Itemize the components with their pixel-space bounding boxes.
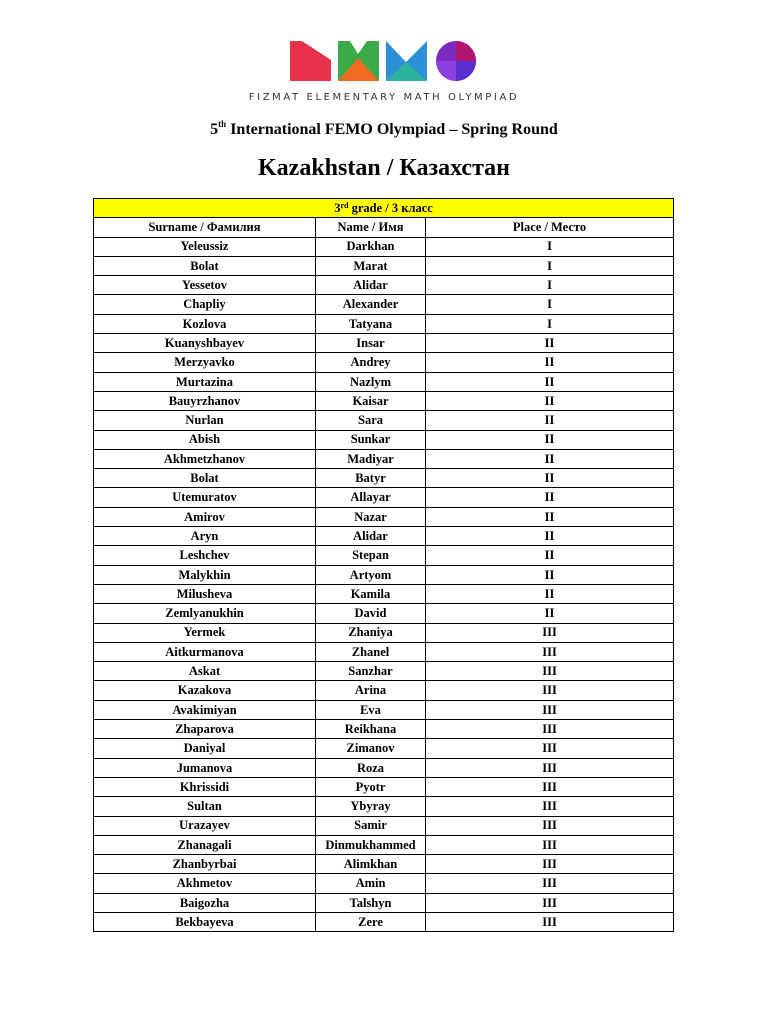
table-row xyxy=(94,739,674,758)
table-row xyxy=(94,237,674,256)
place-cell: II xyxy=(426,391,674,410)
name-cell: Darkhan xyxy=(316,237,426,256)
name-cell: Roza xyxy=(316,758,426,777)
name-cell: Marat xyxy=(316,256,426,275)
surname-cell: Askat xyxy=(94,662,316,681)
table-row xyxy=(94,353,674,372)
table-row xyxy=(94,662,674,681)
logo-tile-red xyxy=(290,41,331,81)
logo-tagline: FIZMAT ELEMENTARY MATH OLYMPIAD xyxy=(248,92,520,103)
surname-cell: Kazakova xyxy=(94,681,316,700)
place-cell: II xyxy=(426,334,674,353)
surname-cell: Bolat xyxy=(94,469,316,488)
subtitle-number: 5 xyxy=(210,121,219,138)
surname-cell: Akhmetov xyxy=(94,874,316,893)
table-row xyxy=(94,334,674,353)
table-row xyxy=(94,391,674,410)
name-cell: Sara xyxy=(316,411,426,430)
place-cell: II xyxy=(426,353,674,372)
name-cell: Samir xyxy=(316,816,426,835)
table-row xyxy=(94,604,674,623)
name-cell: Tatyana xyxy=(316,314,426,333)
name-cell: Sanzhar xyxy=(316,662,426,681)
place-cell: II xyxy=(426,372,674,391)
place-cell: III xyxy=(426,623,674,642)
name-cell: Nazar xyxy=(316,507,426,526)
place-cell: III xyxy=(426,797,674,816)
name-cell: David xyxy=(316,604,426,623)
place-cell: III xyxy=(426,720,674,739)
name-cell: Stepan xyxy=(316,546,426,565)
place-cell: II xyxy=(426,546,674,565)
name-cell: Talshyn xyxy=(316,893,426,912)
column-header-surname: Surname / Фамилия xyxy=(94,218,316,237)
page-title: Kazakhstan / Казахстан xyxy=(258,155,510,181)
table-row xyxy=(94,488,674,507)
surname-cell: Bauyrzhanov xyxy=(94,391,316,410)
name-cell: Ybyray xyxy=(316,797,426,816)
subtitle-text: International FEMO Olympiad – Spring Round xyxy=(226,121,558,138)
femo-logo xyxy=(288,40,480,82)
grade-text: grade / 3 класс xyxy=(348,200,433,215)
table-row xyxy=(94,816,674,835)
place-cell: II xyxy=(426,488,674,507)
surname-cell: Yermek xyxy=(94,623,316,642)
subtitle-ordinal: th xyxy=(218,119,227,129)
table-row xyxy=(94,893,674,912)
name-cell: Zere xyxy=(316,912,426,931)
surname-cell: Zhanagali xyxy=(94,835,316,854)
surname-cell: Malykhin xyxy=(94,565,316,584)
name-cell: Zhanel xyxy=(316,642,426,661)
name-cell: Artyom xyxy=(316,565,426,584)
surname-cell: Aryn xyxy=(94,527,316,546)
table-row xyxy=(94,469,674,488)
name-cell: Zhaniya xyxy=(316,623,426,642)
surname-cell: Avakimiyan xyxy=(94,700,316,719)
place-cell: II xyxy=(426,411,674,430)
place-cell: III xyxy=(426,758,674,777)
surname-cell: Khrissidi xyxy=(94,777,316,796)
table-row xyxy=(94,681,674,700)
column-header-row xyxy=(94,218,674,237)
surname-cell: Zhanbyrbai xyxy=(94,855,316,874)
surname-cell: Bekbayeva xyxy=(94,912,316,931)
table-row xyxy=(94,584,674,603)
surname-cell: Akhmetzhanov xyxy=(94,449,316,468)
place-cell: III xyxy=(426,739,674,758)
table-row xyxy=(94,546,674,565)
surname-cell: Aitkurmanova xyxy=(94,642,316,661)
name-cell: Allayar xyxy=(316,488,426,507)
table-row xyxy=(94,411,674,430)
place-cell: III xyxy=(426,681,674,700)
grade-ordinal: rd xyxy=(340,200,349,210)
table-row xyxy=(94,874,674,893)
grade-header xyxy=(94,199,674,218)
name-cell: Sunkar xyxy=(316,430,426,449)
logo-tile-blue xyxy=(386,41,427,81)
place-cell: III xyxy=(426,912,674,931)
results-table xyxy=(93,198,674,932)
table-row xyxy=(94,295,674,314)
place-cell: III xyxy=(426,835,674,854)
surname-cell: Merzyavko xyxy=(94,353,316,372)
place-cell: II xyxy=(426,449,674,468)
surname-cell: Kozlova xyxy=(94,314,316,333)
surname-cell: Milusheva xyxy=(94,584,316,603)
surname-cell: Amirov xyxy=(94,507,316,526)
name-cell: Arina xyxy=(316,681,426,700)
place-cell: I xyxy=(426,295,674,314)
table-row xyxy=(94,642,674,661)
table-row xyxy=(94,700,674,719)
surname-cell: Bolat xyxy=(94,256,316,275)
name-cell: Nazlym xyxy=(316,372,426,391)
grade-number: 3 xyxy=(334,200,341,215)
name-cell: Andrey xyxy=(316,353,426,372)
place-cell: III xyxy=(426,816,674,835)
place-cell: III xyxy=(426,777,674,796)
place-cell: I xyxy=(426,276,674,295)
surname-cell: Zemlyanukhin xyxy=(94,604,316,623)
table-row xyxy=(94,623,674,642)
surname-cell: Yessetov xyxy=(94,276,316,295)
name-cell: Eva xyxy=(316,700,426,719)
table-row xyxy=(94,758,674,777)
table-row xyxy=(94,507,674,526)
name-cell: Madiyar xyxy=(316,449,426,468)
name-cell: Dinmukhammed xyxy=(316,835,426,854)
logo-circle-purple xyxy=(436,41,476,81)
surname-cell: Murtazina xyxy=(94,372,316,391)
surname-cell: Baigozha xyxy=(94,893,316,912)
name-cell: Alidar xyxy=(316,276,426,295)
name-cell: Amin xyxy=(316,874,426,893)
place-cell: I xyxy=(426,256,674,275)
surname-cell: Sultan xyxy=(94,797,316,816)
table-row xyxy=(94,314,674,333)
name-cell: Batyr xyxy=(316,469,426,488)
place-cell: III xyxy=(426,662,674,681)
place-cell: III xyxy=(426,874,674,893)
place-cell: III xyxy=(426,642,674,661)
place-cell: II xyxy=(426,469,674,488)
place-cell: II xyxy=(426,565,674,584)
surname-cell: Abish xyxy=(94,430,316,449)
name-cell: Reikhana xyxy=(316,720,426,739)
name-cell: Alimkhan xyxy=(316,855,426,874)
table-row xyxy=(94,855,674,874)
grade-header-row xyxy=(94,199,674,218)
surname-cell: Chapliy xyxy=(94,295,316,314)
surname-cell: Kuanyshbayev xyxy=(94,334,316,353)
table-row xyxy=(94,720,674,739)
table-row xyxy=(94,797,674,816)
place-cell: III xyxy=(426,700,674,719)
column-header-place: Place / Место xyxy=(426,218,674,237)
table-row xyxy=(94,372,674,391)
place-cell: II xyxy=(426,430,674,449)
surname-cell: Urazayev xyxy=(94,816,316,835)
olympiad-subtitle xyxy=(0,119,768,139)
name-cell: Zimanov xyxy=(316,739,426,758)
column-header-name: Name / Имя xyxy=(316,218,426,237)
table-row xyxy=(94,835,674,854)
table-row xyxy=(94,527,674,546)
place-cell: II xyxy=(426,507,674,526)
surname-cell: Utemuratov xyxy=(94,488,316,507)
surname-cell: Nurlan xyxy=(94,411,316,430)
logo-tile-green-orange xyxy=(338,41,379,81)
name-cell: Pyotr xyxy=(316,777,426,796)
place-cell: II xyxy=(426,604,674,623)
name-cell: Alexander xyxy=(316,295,426,314)
surname-cell: Zhaparova xyxy=(94,720,316,739)
table-row xyxy=(94,276,674,295)
surname-cell: Leshchev xyxy=(94,546,316,565)
surname-cell: Yeleussiz xyxy=(94,237,316,256)
table-row xyxy=(94,912,674,931)
table-row xyxy=(94,430,674,449)
place-cell: III xyxy=(426,855,674,874)
table-row xyxy=(94,256,674,275)
place-cell: II xyxy=(426,527,674,546)
place-cell: III xyxy=(426,893,674,912)
place-cell: I xyxy=(426,314,674,333)
name-cell: Kaisar xyxy=(316,391,426,410)
name-cell: Insar xyxy=(316,334,426,353)
name-cell: Kamila xyxy=(316,584,426,603)
table-row xyxy=(94,565,674,584)
name-cell: Alidar xyxy=(316,527,426,546)
surname-cell: Jumanova xyxy=(94,758,316,777)
place-cell: II xyxy=(426,584,674,603)
table-row xyxy=(94,449,674,468)
surname-cell: Daniyal xyxy=(94,739,316,758)
place-cell: I xyxy=(426,237,674,256)
table-row xyxy=(94,777,674,796)
